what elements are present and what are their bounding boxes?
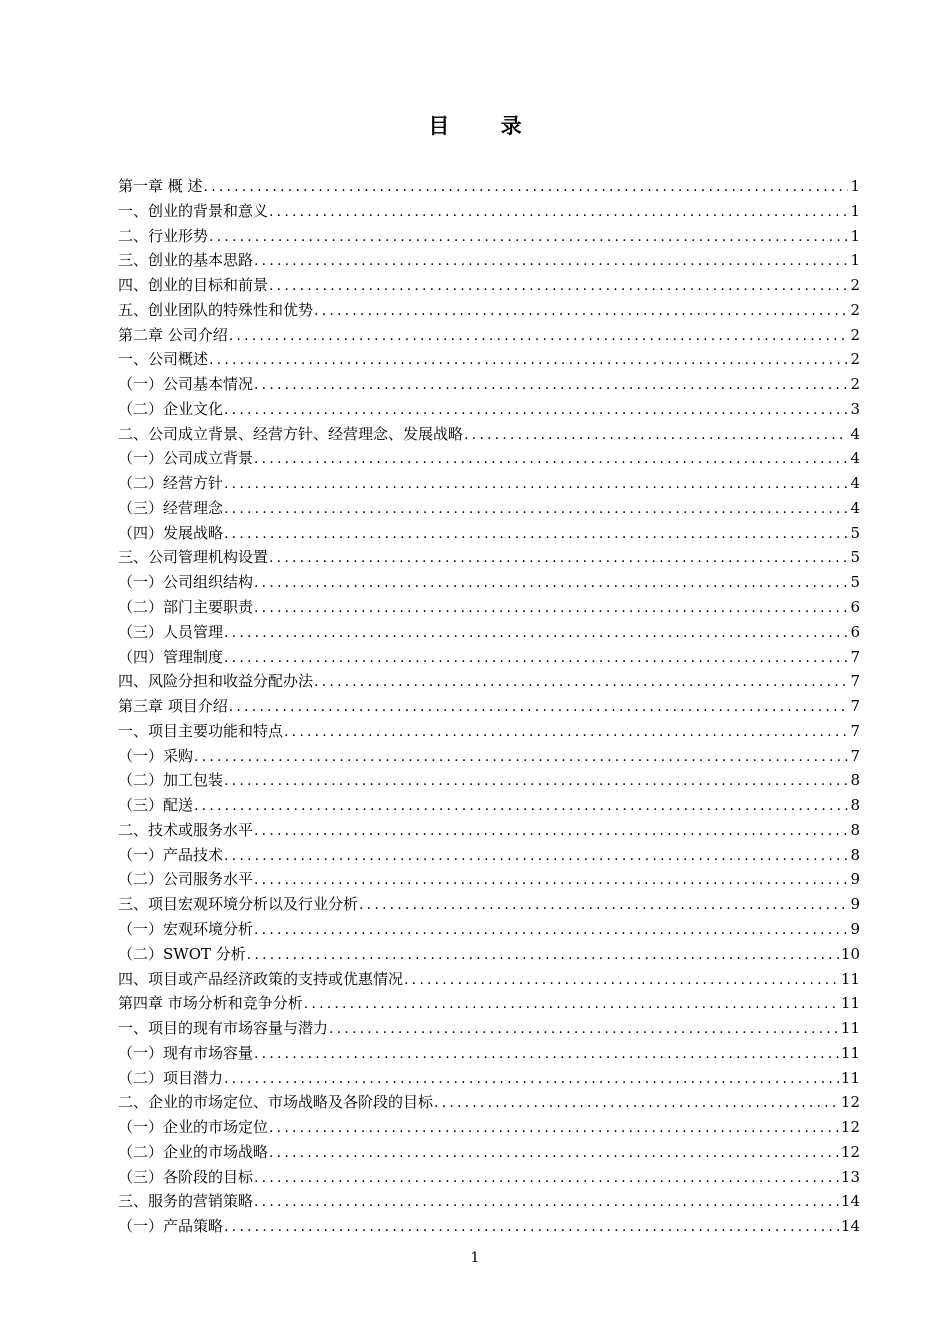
toc-entry-label: 四、创业的目标和前景: [118, 276, 269, 295]
toc-entry-label: （二）SWOT 分析: [118, 944, 246, 963]
toc-entry[interactable]: [118, 942, 860, 967]
toc-entry[interactable]: [118, 1041, 860, 1066]
toc-entry-page: 9: [850, 919, 860, 938]
toc-entry-label: 二、行业形势: [118, 226, 209, 245]
toc-entry[interactable]: [118, 892, 860, 917]
toc-entry[interactable]: [118, 793, 860, 818]
toc-entry-page: 2: [850, 300, 860, 319]
toc-entry[interactable]: [118, 818, 860, 843]
toc-entry-page: 11: [840, 1043, 860, 1062]
toc-entry-label: （一）公司成立背景: [118, 449, 254, 468]
toc-dot-leader: [254, 1166, 839, 1191]
toc-entry-page: 13: [840, 1167, 860, 1186]
toc-entry[interactable]: [118, 347, 860, 372]
toc-entry-label: （一）公司基本情况: [118, 375, 254, 394]
toc-entry-label: （一）公司组织结构: [118, 573, 254, 592]
toc-entry[interactable]: [118, 446, 860, 471]
toc-entry-label: 三、公司管理机构设置: [118, 548, 269, 567]
toc-entry-label: 一、项目主要功能和特点: [118, 721, 284, 740]
toc-dot-leader: [254, 249, 848, 274]
toc-dot-leader: [224, 646, 848, 671]
toc-entry-label: 二、公司成立背景、经营方针、经营理念、发展战略: [118, 424, 464, 443]
toc-entry[interactable]: [118, 1140, 860, 1165]
toc-dot-leader: [224, 472, 848, 497]
toc-entry-page: 7: [850, 672, 860, 691]
toc-entry-page: 8: [850, 845, 860, 864]
toc-entry[interactable]: [118, 991, 860, 1016]
toc-entry-page: 4: [850, 498, 860, 517]
toc-entry-page: 12: [840, 1093, 860, 1112]
toc-dot-leader: [194, 745, 848, 770]
toc-dot-leader: [209, 348, 848, 373]
toc-entry-label: （二）企业的市场战略: [118, 1142, 269, 1161]
toc-entry-label: 第三章 项目介绍: [118, 697, 228, 716]
toc-entry-page: 11: [840, 994, 860, 1013]
toc-entry-label: （一）产品技术: [118, 845, 224, 864]
toc-entry[interactable]: [118, 669, 860, 694]
toc-dot-leader: [254, 596, 848, 621]
toc-entry-page: 8: [850, 820, 860, 839]
toc-dot-leader: [229, 324, 849, 349]
toc-entry-label: （四）管理制度: [118, 647, 224, 666]
toc-entry-page: 8: [850, 771, 860, 790]
toc-entry[interactable]: [118, 1214, 860, 1239]
toc-dot-leader: [229, 695, 849, 720]
toc-dot-leader: [304, 992, 839, 1017]
toc-entry-page: 7: [850, 746, 860, 765]
toc-entry[interactable]: [118, 422, 860, 447]
toc-entry-label: （三）人员管理: [118, 622, 224, 641]
toc-entry[interactable]: [118, 298, 860, 323]
toc-entry-label: 二、技术或服务水平: [118, 820, 254, 839]
toc-entry-page: 14: [840, 1192, 860, 1211]
toc-entry-label: （三）各阶段的目标: [118, 1167, 254, 1186]
toc-entry-label: 二、企业的市场定位、市场战略及各阶段的目标: [118, 1093, 434, 1112]
toc-dot-leader: [434, 1091, 839, 1116]
toc-dot-leader: [224, 844, 848, 869]
toc-entry-page: 2: [850, 325, 860, 344]
toc-entry[interactable]: [118, 867, 860, 892]
toc-entry-label: （三）经营理念: [118, 498, 224, 517]
toc-entry-label: 一、项目的现有市场容量与潜力: [118, 1019, 329, 1038]
toc-entry-label: （二）部门主要职责: [118, 598, 254, 617]
toc-entry-page: 2: [850, 375, 860, 394]
toc-entry[interactable]: [118, 744, 860, 769]
toc-entry-page: 2: [850, 276, 860, 295]
toc-dot-leader: [269, 1141, 839, 1166]
toc-dot-leader: [269, 274, 848, 299]
toc-entry[interactable]: [118, 1165, 860, 1190]
toc-entry[interactable]: [118, 372, 860, 397]
toc-dot-leader: [224, 1067, 839, 1092]
toc-dot-leader: [269, 1116, 839, 1141]
toc-entry-page: 9: [850, 870, 860, 889]
toc-entry[interactable]: [118, 521, 860, 546]
toc-dot-leader: [224, 769, 848, 794]
toc-entry-label: 第二章 公司介绍: [118, 325, 228, 344]
page-number: 1: [470, 1250, 480, 1266]
toc-dot-leader: [254, 868, 848, 893]
toc-entry-label: 一、创业的背景和意义: [118, 201, 269, 220]
toc-entry[interactable]: [118, 967, 860, 992]
toc-entry-label: 第一章 概 述: [118, 177, 203, 195]
toc-entry[interactable]: [118, 496, 860, 521]
toc-dot-leader: [254, 373, 848, 398]
toc-entry-page: 7: [850, 647, 860, 666]
toc-entry-label: （一）现有市场容量: [118, 1043, 254, 1062]
toc-entry[interactable]: [118, 545, 860, 570]
table-of-contents: [118, 174, 860, 1239]
toc-entry-label: （一）宏观环境分析: [118, 919, 254, 938]
toc-dot-leader: [284, 720, 848, 745]
toc-entry[interactable]: [118, 248, 860, 273]
toc-entry-page: 12: [840, 1142, 860, 1161]
toc-entry[interactable]: [118, 768, 860, 793]
toc-dot-leader: [194, 794, 848, 819]
toc-dot-leader: [314, 299, 848, 324]
toc-entry[interactable]: [118, 1016, 860, 1041]
toc-dot-leader: [269, 546, 848, 571]
toc-entry-label: 一、公司概述: [118, 350, 209, 369]
toc-entry-page: 11: [840, 1068, 860, 1087]
toc-entry-label: 三、创业的基本思路: [118, 251, 254, 270]
toc-dot-leader: [254, 819, 848, 844]
toc-entry-page: 7: [850, 721, 860, 740]
toc-entry-label: （四）发展战略: [118, 523, 224, 542]
toc-entry-page: 1: [850, 201, 860, 220]
toc-entry-label: （一）采购: [118, 746, 194, 765]
toc-entry-page: 1: [850, 226, 860, 245]
toc-entry[interactable]: [118, 471, 860, 496]
toc-entry[interactable]: [118, 174, 860, 199]
toc-entry-label: （二）项目潜力: [118, 1068, 224, 1087]
toc-entry-label: 第四章 市场分析和竞争分析: [118, 994, 303, 1013]
toc-entry-page: 6: [850, 622, 860, 641]
toc-dot-leader: [404, 968, 839, 993]
toc-dot-leader: [224, 522, 848, 547]
page-title: 目 录: [428, 114, 544, 138]
toc-entry-page: 10: [840, 944, 860, 963]
toc-dot-leader: [329, 1017, 839, 1042]
toc-dot-leader: [254, 1190, 839, 1215]
toc-entry-label: 三、服务的营销策略: [118, 1192, 254, 1211]
toc-dot-leader: [247, 943, 839, 968]
toc-entry[interactable]: [118, 694, 860, 719]
toc-entry-label: （一）产品策略: [118, 1217, 224, 1236]
toc-entry[interactable]: [118, 1090, 860, 1115]
toc-dot-leader: [314, 670, 848, 695]
toc-dot-leader: [254, 571, 848, 596]
toc-entry-page: 2: [850, 350, 860, 369]
toc-dot-leader: [224, 621, 848, 646]
toc-entry-page: 5: [850, 573, 860, 592]
toc-entry-page: 11: [840, 1019, 860, 1038]
toc-entry-page: 14: [840, 1217, 860, 1236]
toc-dot-leader: [224, 1215, 839, 1240]
toc-entry[interactable]: [118, 570, 860, 595]
toc-entry[interactable]: [118, 719, 860, 744]
toc-entry-page: 11: [840, 969, 860, 988]
toc-entry-page: 5: [850, 548, 860, 567]
toc-entry[interactable]: [118, 917, 860, 942]
toc-entry[interactable]: [118, 595, 860, 620]
toc-entry-page: 3: [850, 399, 860, 418]
toc-entry-page: 4: [850, 449, 860, 468]
toc-entry-label: （一）企业的市场定位: [118, 1118, 269, 1137]
toc-entry-page: 8: [850, 796, 860, 815]
toc-entry[interactable]: [118, 1189, 860, 1214]
toc-entry-page: 1: [850, 251, 860, 270]
toc-entry[interactable]: [118, 273, 860, 298]
toc-entry-page: 4: [850, 474, 860, 493]
toc-entry[interactable]: [118, 645, 860, 670]
toc-dot-leader: [209, 225, 848, 250]
toc-dot-leader: [224, 398, 848, 423]
toc-entry[interactable]: [118, 1066, 860, 1091]
toc-entry-label: 三、项目宏观环境分析以及行业分析: [118, 895, 359, 914]
toc-entry[interactable]: [118, 224, 860, 249]
toc-dot-leader: [269, 200, 848, 225]
toc-entry[interactable]: [118, 620, 860, 645]
toc-entry-label: （二）公司服务水平: [118, 870, 254, 889]
toc-entry-label: （二）加工包装: [118, 771, 224, 790]
toc-entry-page: 4: [850, 424, 860, 443]
toc-entry-label: （二）经营方针: [118, 474, 224, 493]
toc-dot-leader: [254, 918, 848, 943]
toc-dot-leader: [204, 175, 849, 200]
toc-dot-leader: [254, 1042, 839, 1067]
toc-entry[interactable]: [118, 397, 860, 422]
toc-dot-leader: [254, 447, 848, 472]
toc-dot-leader: [224, 497, 848, 522]
toc-entry-page: 12: [840, 1118, 860, 1137]
toc-entry-label: 五、创业团队的特殊性和优势: [118, 300, 314, 319]
toc-entry-label: （二）企业文化: [118, 399, 224, 418]
toc-entry-page: 1: [850, 177, 860, 195]
toc-entry-page: 6: [850, 598, 860, 617]
toc-entry-page: 9: [850, 895, 860, 914]
toc-entry-page: 5: [850, 523, 860, 542]
toc-entry-label: 四、项目或产品经济政策的支持或优惠情况: [118, 969, 404, 988]
toc-entry-label: （三）配送: [118, 796, 194, 815]
toc-entry-label: 四、风险分担和收益分配办法: [118, 672, 314, 691]
toc-entry-page: 7: [850, 697, 860, 716]
toc-entry[interactable]: [118, 323, 860, 348]
toc-dot-leader: [464, 423, 848, 448]
toc-entry[interactable]: [118, 843, 860, 868]
toc-dot-leader: [359, 893, 848, 918]
toc-entry[interactable]: [118, 199, 860, 224]
toc-entry[interactable]: [118, 1115, 860, 1140]
